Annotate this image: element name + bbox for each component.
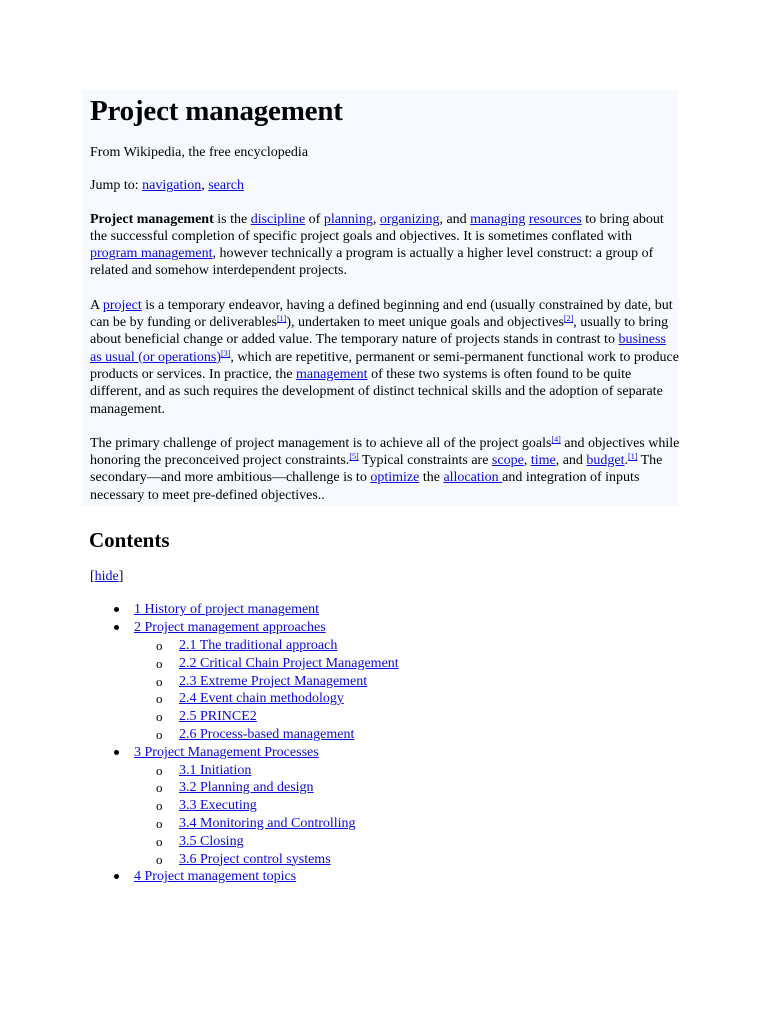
toc-subitem [134,655,680,673]
jump-separator: , [201,178,209,194]
toc-sublink[interactable]: 2.4 Event chain methodology [179,691,344,707]
toc-item [90,619,680,744]
text-run: , [372,211,380,227]
text-run: is the [213,211,251,227]
reference-1-repeat[interactable]: [1] [628,452,638,462]
text-run: of these two systems is often found to be quite different, and as such requires the development of distinct technical skills and the adoption of separate management. [90,366,663,417]
link-management[interactable]: management [296,366,368,382]
toc-link[interactable]: 2 Project management approaches [134,620,326,636]
link-project[interactable]: project [102,297,142,313]
toc-sublink[interactable]: 2.2 Critical Chain Project Management [179,655,399,671]
link-resources[interactable]: resources [528,211,582,227]
toc-subitem [134,833,680,851]
search-link[interactable]: search [208,178,244,194]
text-run: to bring about the successful completion of specific project goals and objectives. It is sometimes conflated with [90,211,664,244]
table-of-contents [90,601,680,886]
toc-link[interactable]: 3 Project Management Processes [134,744,319,760]
contents-heading: Contents [89,528,170,553]
text-run: The secondary—and more ambitious—challenge is to [90,453,663,486]
link-organizing[interactable]: organizing [379,211,440,227]
toc-sublink[interactable]: 3.6 Project control systems [179,851,331,867]
text-run: , however technically a program is actually a higher level construct: a group of related and somehow interdependent projects. [90,246,654,279]
toc-item [90,744,680,869]
jump-prefix: Jump to: [90,178,143,194]
text-run: , and [555,453,587,469]
link-program-management[interactable]: program management [90,246,213,262]
toc-link[interactable]: 4 Project management topics [134,869,297,885]
toc-item [90,868,680,886]
toc-sublist [134,637,680,744]
reference-3[interactable]: [3] [221,348,231,358]
intro-paragraph-3 [90,435,680,504]
text-run: the [419,470,444,486]
toc-subitem [134,708,680,726]
text-run: is a temporary endeavor, having a defined beginning and end (usually constrained by date, but can be by funding or deliverables [90,297,673,331]
reference-4[interactable]: [4] [551,434,561,444]
article [90,90,680,886]
toc-sublink[interactable]: 2.5 PRINCE2 [179,709,257,725]
toc-subitem [134,815,680,833]
link-business-as-usual[interactable]: business as usual (or operations) [90,332,666,365]
toc-sublink[interactable]: 2.3 Extreme Project Management [179,673,368,689]
text-run: ), undertaken to meet unique goals and objectives [286,315,564,331]
reference-5[interactable]: [5] [349,452,359,462]
text-run: , and [439,211,471,227]
link-managing[interactable]: managing [470,211,526,227]
toc-subitem [134,673,680,691]
link-discipline[interactable]: discipline [250,211,306,227]
toc-subitem [134,726,680,744]
navigation-link[interactable]: navigation [142,178,202,194]
hide-toggle-link[interactable]: hide [94,569,119,585]
link-time[interactable]: time [530,453,556,469]
toc-link[interactable]: 1 History of project management [134,602,320,618]
text-run: . [624,453,629,469]
text-run: of [305,211,324,227]
bracket-close: ] [118,569,124,585]
term-bold: Project management [90,211,214,227]
link-planning[interactable]: planning [323,211,373,227]
text-run: and objectives while honoring the preconceived project constraints. [90,435,680,469]
reference-1[interactable]: [1] [277,314,287,324]
jump-to-links [90,177,680,194]
bracket-open: [ [90,569,95,585]
text-run: The primary challenge of project management is to achieve all of the project goals [90,435,552,451]
link-scope[interactable]: scope [491,453,524,469]
toc-subitem [134,797,680,815]
toc-sublink[interactable]: 3.1 Initiation [179,762,252,778]
toc-sublist [134,762,680,869]
toc-subitem [134,637,680,655]
toc-sublink[interactable]: 3.4 Monitoring and Controlling [179,815,356,831]
text-run: , usually to bring about beneficial change or added value. The temporary nature of projects stands in contrast to [90,315,669,348]
toc-sublink[interactable]: 2.6 Process-based management [179,726,355,742]
page-title: Project management [90,95,343,127]
toc-sublink[interactable]: 3.5 Closing [179,833,244,849]
text-run: A [90,297,103,313]
toc-subitem [134,779,680,797]
contents-toggle [90,568,680,585]
link-budget[interactable]: budget [586,453,625,469]
text-run: , which are repetitive, permanent or semi-permanent functional work to produce products or services. In practice, the [90,349,679,382]
toc-sublink[interactable]: 3.2 Planning and design [179,780,314,796]
toc-sublink[interactable]: 2.1 The traditional approach [179,637,338,653]
intro-paragraph-2 [90,297,680,418]
reference-2[interactable]: [2] [563,314,574,324]
text-run: and integration of inputs necessary to meet pre-defined objectives.. [90,470,640,503]
site-subtitle: From Wikipedia, the free encyclopedia [90,145,309,160]
text-run: Typical constraints are [358,453,492,469]
link-optimize[interactable]: optimize [370,470,420,486]
toc-subitem [134,851,680,869]
toc-item [90,601,680,619]
toc-subitem [134,762,680,780]
intro-paragraph-1 [90,211,680,280]
link-allocation[interactable]: allocation [443,470,503,486]
toc-sublink[interactable]: 3.3 Executing [179,798,257,814]
text-run: , [523,453,531,469]
toc-subitem [134,690,680,708]
